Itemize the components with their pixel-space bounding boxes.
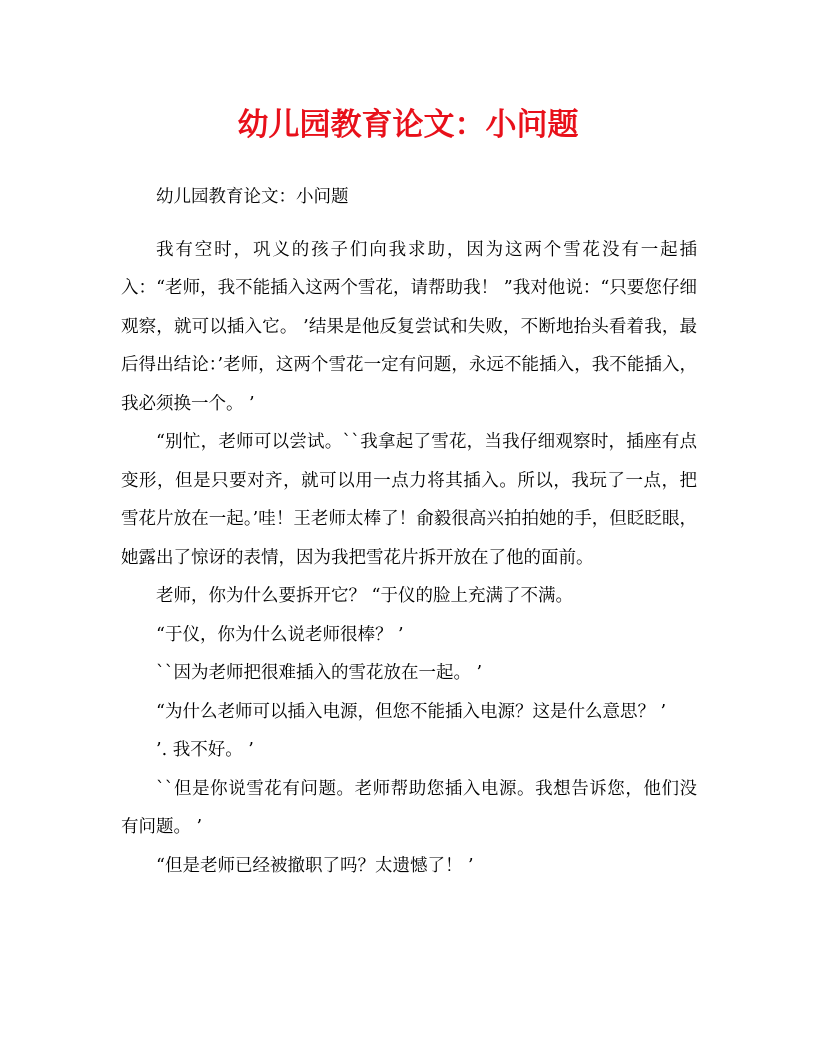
paragraph: “但是老师已经被撤职了吗？太遗憾了！ ’: [156, 855, 474, 876]
paragraph: 老师，你为什么要拆开它？ “于仪的脸上充满了不满。: [156, 586, 574, 606]
paragraph: ’. 我不好。 ’: [156, 740, 254, 760]
paragraph: “为什么老师可以插入电源，但您不能插入电源？这是什么意思？ ’: [156, 701, 667, 722]
paragraph-subtitle: 幼儿园教育论文：小问题: [156, 187, 349, 207]
paragraph: “别忙，老师可以尝试。``我拿起了雪花，当我仔细观察时，插座有点变形，但是只要对齐，就可以用一点力将其插入。所以，我玩了一点，把雪花片放在一起。’哇！王老师太棒了！俞毅很高兴拍拍她的手，但眨眨眼，她露出了惊讶的表情，因为我把雪花片拆开放在了他的面前。: [121, 432, 697, 568]
paragraph: 我有空时，巩义的孩子们向我求助，因为这两个雪花没有一起插入：“老师，我不能插入这两个雪花，请帮助我！ ”我对他说：“只要您仔细观察，就可以插入它。 ’结果是他反复尝试和失败，不断地抬头看着我，最后得出结论：’老师，这两个雪花一定有问题，永远不能插入，我不能插入，我必须换一个。 ’: [121, 239, 697, 414]
document-title: 幼儿园教育论文：小问题: [237, 107, 579, 143]
document-body: [121, 178, 697, 885]
paragraph: “于仪，你为什么说老师很棒？ ’: [156, 624, 404, 645]
paragraph: ``因为老师把很难插入的雪花放在一起。 ’: [156, 663, 483, 683]
paragraph: ``但是你说雪花有问题。老师帮助您插入电源。我想告诉您，他们没有问题。 ’: [121, 778, 697, 837]
